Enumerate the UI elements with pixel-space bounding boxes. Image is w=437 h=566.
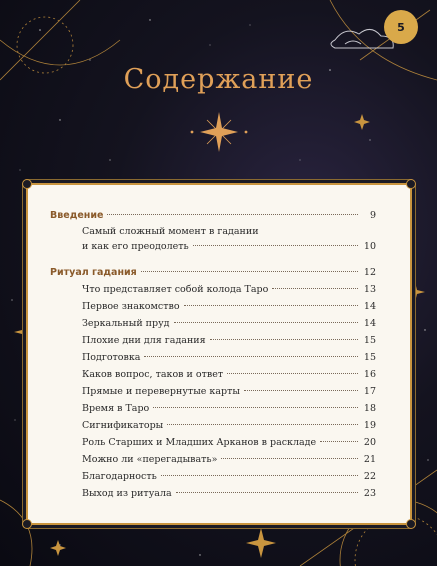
dot-leader [107, 214, 358, 215]
toc-page-number: 16 [363, 369, 376, 380]
toc-page-number: 19 [363, 420, 376, 431]
toc-entry[interactable] [50, 332, 376, 349]
toc-section-ritual[interactable] [50, 264, 376, 281]
toc-entry[interactable] [50, 417, 376, 434]
toc-entry-label: Подготовка [82, 352, 141, 363]
frame-corner [406, 179, 416, 189]
toc-entry-label: Благодарность [82, 471, 157, 482]
toc-entry-label: Выход из ритуала [82, 488, 172, 499]
toc-entry[interactable] [50, 434, 376, 451]
toc-entry-label: и как его преодолеть [82, 241, 189, 252]
dot-leader [320, 441, 358, 442]
toc-section-intro[interactable] [50, 207, 376, 224]
toc-entry-label: Зеркальный пруд [82, 318, 170, 329]
dot-leader [176, 492, 358, 493]
toc-entry[interactable] [50, 468, 376, 485]
dot-leader [227, 373, 358, 374]
dot-leader [193, 245, 358, 246]
toc-entry-label: Самый сложный момент в гадании [82, 226, 259, 237]
toc-entry-label: Что представляет собой колода Таро [82, 284, 269, 295]
toc-entry[interactable] [50, 349, 376, 366]
toc-entry-label: Время в Таро [82, 403, 150, 414]
toc-page-number: 15 [363, 352, 376, 363]
toc-page-number: 15 [363, 335, 376, 346]
toc-entry[interactable] [50, 224, 376, 254]
toc-page-number: 22 [363, 471, 376, 482]
page-title: Содержание [123, 64, 314, 95]
dot-leader [153, 407, 358, 408]
toc-page-number: 10 [363, 241, 376, 252]
dot-leader [141, 271, 358, 272]
toc-page-number: 23 [363, 488, 376, 499]
contents-panel [26, 183, 412, 525]
table-of-contents [50, 207, 376, 502]
toc-entry[interactable] [50, 366, 376, 383]
dot-leader [174, 322, 358, 323]
toc-page-number: 14 [363, 318, 376, 329]
dot-leader [244, 390, 358, 391]
toc-entry[interactable] [50, 383, 376, 400]
toc-page-number: 13 [363, 284, 376, 295]
toc-page-number: 14 [363, 301, 376, 312]
toc-entry-label: Можно ли «перегадывать» [82, 454, 218, 465]
dot-leader [167, 424, 358, 425]
frame-corner [22, 519, 32, 529]
dot-leader [272, 288, 358, 289]
dot-leader [161, 475, 358, 476]
toc-page-number: 21 [363, 454, 376, 465]
toc-entry-label: Роль Старших и Младших Арканов в раскладе [82, 437, 317, 448]
toc-entry-label: Каков вопрос, таков и ответ [82, 369, 224, 380]
toc-entry[interactable] [50, 298, 376, 315]
frame-corner [22, 179, 32, 189]
toc-page-number: 17 [363, 386, 376, 397]
toc-entry[interactable] [50, 281, 376, 298]
page-number-badge: 5 [384, 10, 418, 44]
toc-entry-label: Сигнификаторы [82, 420, 164, 431]
toc-entry-label: Первое знакомство [82, 301, 180, 312]
dot-leader [184, 305, 358, 306]
toc-entry[interactable] [50, 400, 376, 417]
toc-entry[interactable] [50, 485, 376, 502]
sun-moon-emblem-icon [158, 108, 280, 156]
toc-page-number: 18 [363, 403, 376, 414]
frame-corner [406, 519, 416, 529]
toc-entry[interactable] [50, 315, 376, 332]
toc-entry-label: Прямые и перевернутые карты [82, 386, 240, 397]
toc-section-label: Введение [50, 210, 104, 221]
toc-entry[interactable] [50, 451, 376, 468]
toc-section-label: Ритуал гадания [50, 267, 137, 278]
toc-entry-label: Плохие дни для гадания [82, 335, 206, 346]
dot-leader [221, 458, 358, 459]
toc-page-number: 12 [363, 267, 376, 278]
dot-leader [144, 356, 358, 357]
toc-page-number: 20 [363, 437, 376, 448]
toc-page-number: 9 [369, 210, 376, 221]
dot-leader [210, 339, 358, 340]
